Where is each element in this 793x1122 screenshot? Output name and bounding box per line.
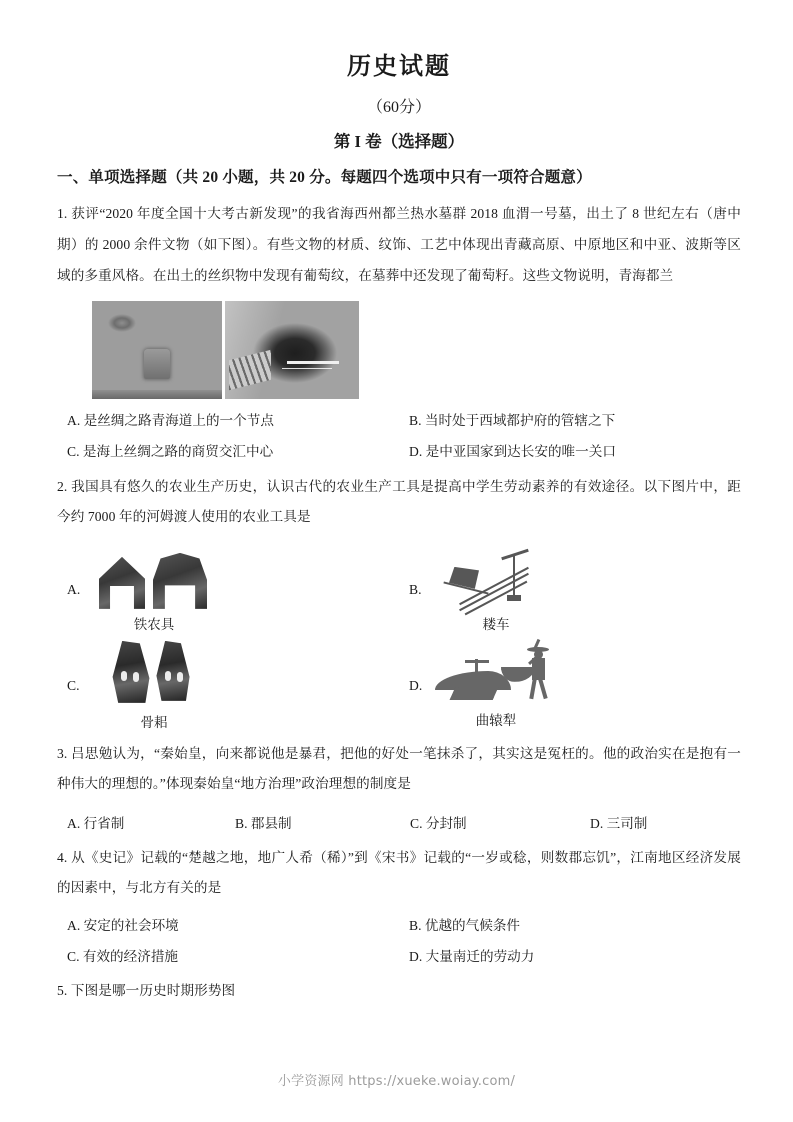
iron-tools-image (95, 547, 213, 609)
question-2-option-row-2 (57, 641, 741, 731)
question-3-option-a[interactable]: A. 行省制 (67, 816, 125, 832)
question-2-option-b[interactable] (399, 547, 741, 633)
question-3-option-c[interactable]: C. 分封制 (410, 816, 467, 832)
question-3 (57, 739, 741, 839)
question-2-option-c-letter: C. (67, 677, 80, 693)
question-1-option-b[interactable]: B. 当时处于西域都护府的管辖之下 (409, 413, 616, 429)
page-title: 历史试题 (347, 54, 451, 80)
question-2-option-c-caption: 骨耜 (140, 714, 168, 731)
question-3-stem: 3. 吕思勉认为，“秦始皇，向来都说他是暴君，把他的好处一笔抹杀了，其实这是冤枉的。他的政治实在是抱有一种伟大的理想的。”体现秦始皇“地方治理”政治理想的制度是 (57, 745, 741, 792)
question-2-option-a-caption: 铁农具 (133, 616, 175, 633)
question-1-option-c[interactable]: C. 是海上丝绸之路的商贸交汇中心 (67, 444, 274, 460)
total-score-label: （60分） (366, 99, 431, 116)
excavation-pit-photo (225, 301, 359, 399)
question-4-option-c[interactable]: C. 有效的经济措施 (67, 949, 179, 965)
question-1-stem: 1. 获评“2020 年度全国十大考古新发现”的我省海西州都兰热水墓群 2018 血渭一号墓，出土了 8 世纪左右（唐中期）的 2000 余件文物（如下图）。有些文物的材质、纹饰、工艺中体现出青藏高原、中原地区和中亚、波斯等区域的多重风格。在出土的丝织物中发现有葡萄纹，在墓葬中还发现了葡萄籽。这些文物说明，青海都兰 (57, 206, 741, 283)
question-2-option-a[interactable] (57, 547, 399, 633)
question-2-stem: 2. 我国具有悠久的农业生产历史，认识古代的农业生产工具是提高中学生劳动素养的有效途径。以下图片中，距今约 7000 年的河姆渡人使用的农业工具是 (57, 478, 741, 525)
question-2-option-b-letter: B. (409, 581, 422, 597)
curved-plow-image (431, 643, 561, 705)
question-2-option-a-letter: A. (67, 581, 81, 597)
question-3-option-d[interactable]: D. 三司制 (590, 816, 648, 832)
question-2-option-b-caption: 耧车 (482, 616, 510, 633)
page-content (57, 52, 741, 1011)
bone-spade-image (99, 641, 209, 707)
artifact-photo (92, 301, 222, 399)
question-2-option-d[interactable] (399, 641, 741, 731)
question-2-option-d-letter: D. (409, 677, 423, 693)
question-4-stem: 4. 从《史记》记载的“楚越之地，地广人希（稀）”到《宋书》记载的“一岁或稔，则数郡忘饥”，江南地区经济发展的因素中，与北方有关的是 (57, 849, 741, 896)
question-1 (57, 199, 741, 467)
question-2-option-d-caption: 曲辕犁 (475, 712, 517, 729)
paper-part-label: 第 I 卷（选择题） (333, 131, 465, 151)
question-1-option-d[interactable]: D. 是中亚国家到达长安的唯一关口 (409, 444, 616, 460)
question-5-stem: 5. 下图是哪一历史时期形势图 (57, 983, 236, 999)
question-4-option-b[interactable]: B. 优越的气候条件 (409, 917, 521, 933)
question-1-option-a[interactable]: A. 是丝绸之路青海道上的一个节点 (67, 413, 274, 429)
question-1-options (57, 405, 741, 468)
question-3-option-b[interactable]: B. 郡县制 (235, 816, 292, 832)
question-2 (57, 472, 741, 731)
question-2-option-row-1 (57, 547, 741, 633)
question-2-option-c[interactable] (57, 641, 399, 731)
seed-drill-image (437, 547, 555, 609)
question-4 (57, 843, 741, 973)
question-3-options (57, 810, 741, 839)
section-heading: 一、单项选择题（共 20 小题，共 20 分。每题四个选项中只有一项符合题意） (57, 169, 592, 187)
footer-watermark: 小学资源网 https://xueke.woiay.com/ (277, 1074, 516, 1089)
question-5 (57, 976, 741, 1007)
question-4-options (57, 910, 741, 973)
question-4-option-d[interactable]: D. 大量南迁的劳动力 (409, 949, 535, 965)
question-4-option-a[interactable]: A. 安定的社会环境 (67, 917, 179, 933)
question-1-figure (92, 301, 741, 399)
question-2-image-options (57, 547, 741, 731)
